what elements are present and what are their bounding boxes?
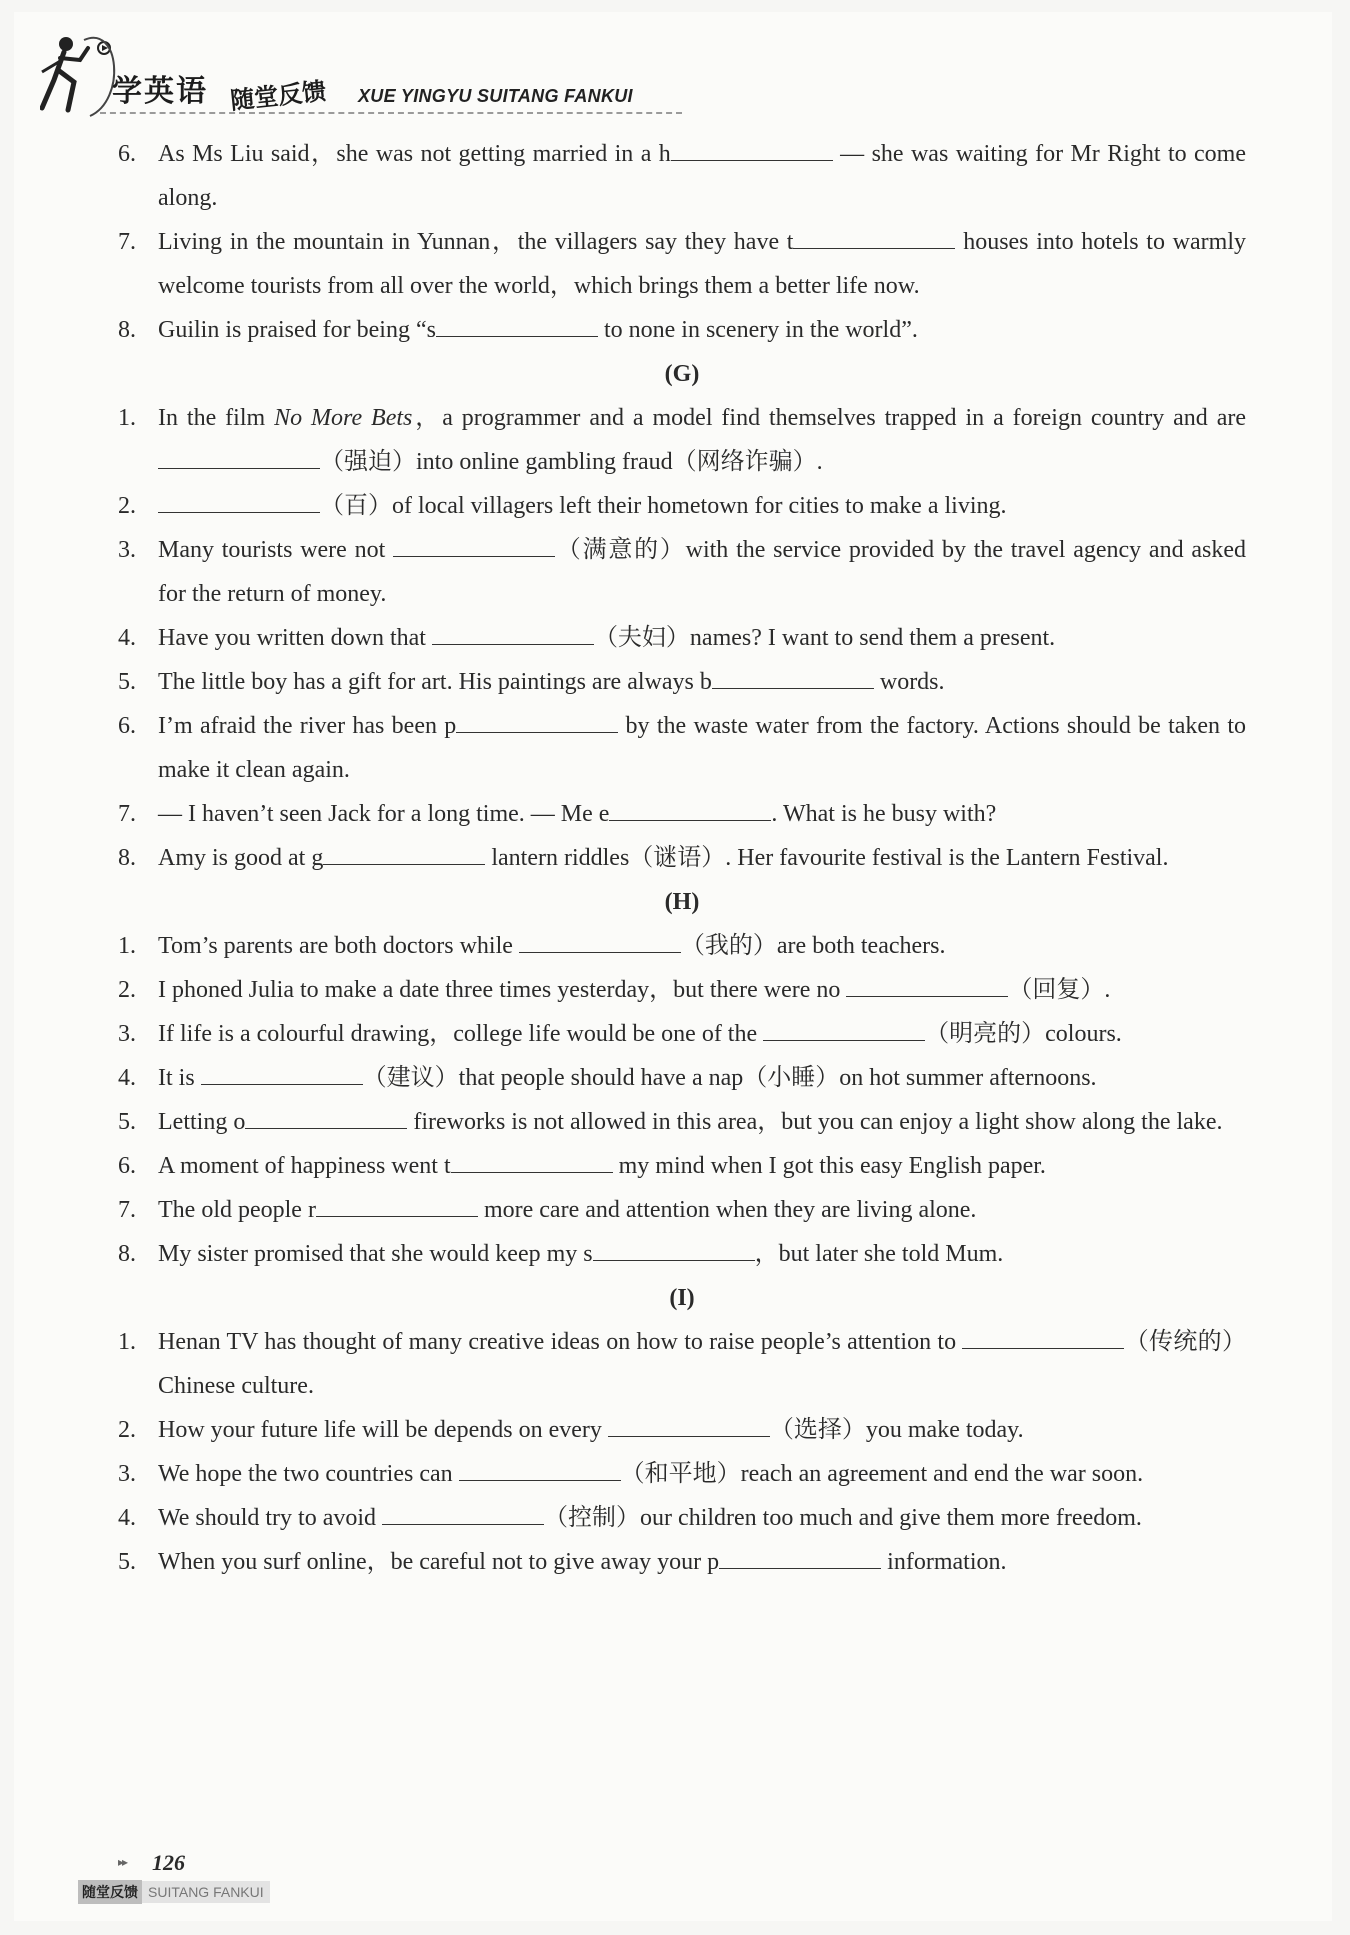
question-number: 6. [118,141,136,167]
question-number: 4. [118,1065,136,1091]
question-item [118,1144,1246,1188]
answer-blank[interactable] [436,336,598,337]
question-text: （回复）. [1008,977,1111,1003]
question-number: 2. [118,1417,136,1443]
question-text: （满意的）with the service provided by the travel agency and asked for the return of money. [158,537,1246,607]
question-number: 4. [118,1505,136,1531]
footer-tag-en: SUITANG FANKUI [142,1881,270,1903]
question-text: （百）of local villagers left their hometown for cities to make a living. [320,493,1007,519]
question-text: In the film [158,405,275,431]
question-text: Tom’s parents are both doctors while [158,933,519,959]
question-number: 2. [118,493,136,519]
header-divider [100,112,682,114]
brand-title-en: XUE YINGYU SUITANG FANKUI [358,86,633,106]
exercise-content [118,132,1246,1584]
footer-tag-cn: 随堂反馈 [78,1880,142,1904]
question-number: 5. [118,669,136,695]
question-text: ，a programmer and a model find themselves trapped in a foreign country and are [412,405,1246,431]
answer-blank[interactable] [763,1040,925,1041]
question-number: 3. [118,1021,136,1047]
question-item [118,704,1246,792]
question-number: 8. [118,845,136,871]
question-text: We should try to avoid [158,1505,383,1531]
question-item [118,1100,1246,1144]
question-text: When you surf online，be careful not to give away your p [158,1549,720,1575]
question-text: by the waste water from the factory. Actions should be taken to make it clean again. [158,713,1246,783]
question-text: lantern riddles（谜语）. Her favourite festival is the Lantern Festival. [485,845,1169,871]
answer-blank[interactable] [393,556,555,557]
question-number: 8. [118,317,136,343]
question-text: （控制）our children too much and give them more freedom. [544,1505,1142,1531]
question-item [118,1320,1246,1408]
answer-blank[interactable] [382,1524,544,1525]
section-heading: (G) [664,361,700,387]
question-number: 2. [118,977,136,1003]
question-item [118,968,1246,1012]
answer-blank[interactable] [459,1480,621,1481]
question-text: I phoned Julia to make a date three times yesterday，but there were no [158,977,847,1003]
answer-blank[interactable] [432,644,594,645]
question-item [118,1408,1246,1452]
brand-title-cn: 学英语 [112,74,208,109]
question-item [118,1452,1246,1496]
answer-blank[interactable] [451,1172,613,1173]
question-text: fireworks is not allowed in this area，but you can enjoy a light show along the lake. [407,1109,1223,1135]
answer-blank[interactable] [593,1260,755,1261]
question-item [118,924,1246,968]
question-text: words. [873,669,945,695]
question-text: Have you written down that [158,625,432,651]
question-text: （和平地）reach an agreement and end the war soon. [620,1461,1144,1487]
question-item [118,616,1246,660]
question-text: As Ms Liu said，she was not getting married in a h [158,141,671,167]
page-number: 126 [152,1850,185,1875]
question-number: 7. [118,229,136,255]
answer-blank[interactable] [793,248,955,249]
section-heading: (H) [664,889,700,915]
question-item [118,1540,1246,1584]
question-number: 3. [118,1461,136,1487]
question-text: Many tourists were not [158,537,394,563]
question-number: 1. [118,1329,136,1355]
question-item [118,660,1246,704]
question-text: （我的）are both teachers. [680,933,946,959]
question-number: 5. [118,1549,136,1575]
question-number: 6. [118,713,136,739]
question-text: ，but later she told Mum. [754,1241,1004,1267]
question-item [118,1056,1246,1100]
question-text: Amy is good at g [158,845,324,871]
answer-blank[interactable] [201,1084,363,1085]
question-number: 1. [118,933,136,959]
question-text: Letting o [158,1109,246,1135]
question-text: to none in scenery in the world”. [597,317,918,343]
question-item [118,836,1246,880]
answer-blank[interactable] [671,160,833,161]
question-text: — she was waiting for Mr Right to come along. [158,141,1246,211]
answer-blank[interactable] [962,1348,1124,1349]
question-number: 3. [118,537,136,563]
answer-blank[interactable] [846,996,1008,997]
question-text: We hope the two countries can [158,1461,459,1487]
question-number: 1. [118,405,136,431]
question-item [118,220,1246,308]
answer-blank[interactable] [456,732,618,733]
brand-subtitle-cn: 随堂反馈 [229,77,328,115]
question-item [118,1496,1246,1540]
question-item [118,1188,1246,1232]
question-text: How your future life will be depends on every [158,1417,608,1443]
answer-blank[interactable] [519,952,681,953]
answer-blank[interactable] [712,688,874,689]
question-item [118,132,1246,220]
question-text: （强迫）into online gambling fraud（网络诈骗）. [320,449,823,475]
answer-blank[interactable] [609,820,771,821]
answer-blank[interactable] [316,1216,478,1217]
question-text: my mind when I got this easy English paper. [612,1153,1046,1179]
question-number: 6. [118,1153,136,1179]
question-text: Guilin is praised for being “s [158,317,436,343]
question-text: If life is a colourful drawing，college life would be one of the [158,1021,764,1047]
question-text: （夫妇）names? I want to send them a present. [593,625,1056,651]
question-text: . What is he busy with? [771,801,997,827]
page-header [40,20,680,130]
question-item [118,484,1246,528]
question-item [118,1232,1246,1276]
question-text: Henan TV has thought of many creative ideas on how to raise people’s attention to [158,1329,963,1355]
question-item [118,792,1246,836]
question-text: （选择）you make today. [769,1417,1024,1443]
answer-blank[interactable] [158,468,320,469]
question-item [118,308,1246,352]
question-text: The old people r [158,1197,316,1223]
question-text: Living in the mountain in Yunnan，the villagers say they have t [158,229,794,255]
question-text: （明亮的）colours. [925,1021,1122,1047]
question-number: 5. [118,1109,136,1135]
question-number: 7. [118,1197,136,1223]
question-text: more care and attention when they are living alone. [477,1197,977,1223]
answer-blank[interactable] [323,864,485,865]
question-text: （建议）that people should have a nap（小睡）on hot summer afternoons. [362,1065,1097,1091]
question-item [118,528,1246,616]
section-heading: (I) [669,1285,695,1311]
answer-blank[interactable] [158,512,320,513]
question-text: （传统的）Chinese culture. [158,1329,1246,1399]
question-number: 8. [118,1241,136,1267]
question-text: houses into hotels to warmly welcome tourists from all over the world，which brings them a better life now. [158,229,1246,299]
answer-blank[interactable] [719,1568,881,1569]
footer-arrows-icon: ▸▸ [118,1855,127,1869]
question-text: The little boy has a gift for art. His paintings are always b [158,669,712,695]
question-text: information. [881,1549,1007,1575]
footer-tag [78,1880,270,1904]
question-number: 7. [118,801,136,827]
film-title: No More Bets [274,405,413,431]
question-text: My sister promised that she would keep my s [158,1241,593,1267]
answer-blank[interactable] [245,1128,407,1129]
question-text: — I haven’t seen Jack for a long time. — Me e [158,801,610,827]
question-text: I’m afraid the river has been p [158,713,457,739]
question-item [118,396,1246,484]
question-text: A moment of happiness went t [158,1153,451,1179]
answer-blank[interactable] [608,1436,770,1437]
question-text: It is [158,1065,201,1091]
question-number: 4. [118,625,136,651]
question-item [118,1012,1246,1056]
